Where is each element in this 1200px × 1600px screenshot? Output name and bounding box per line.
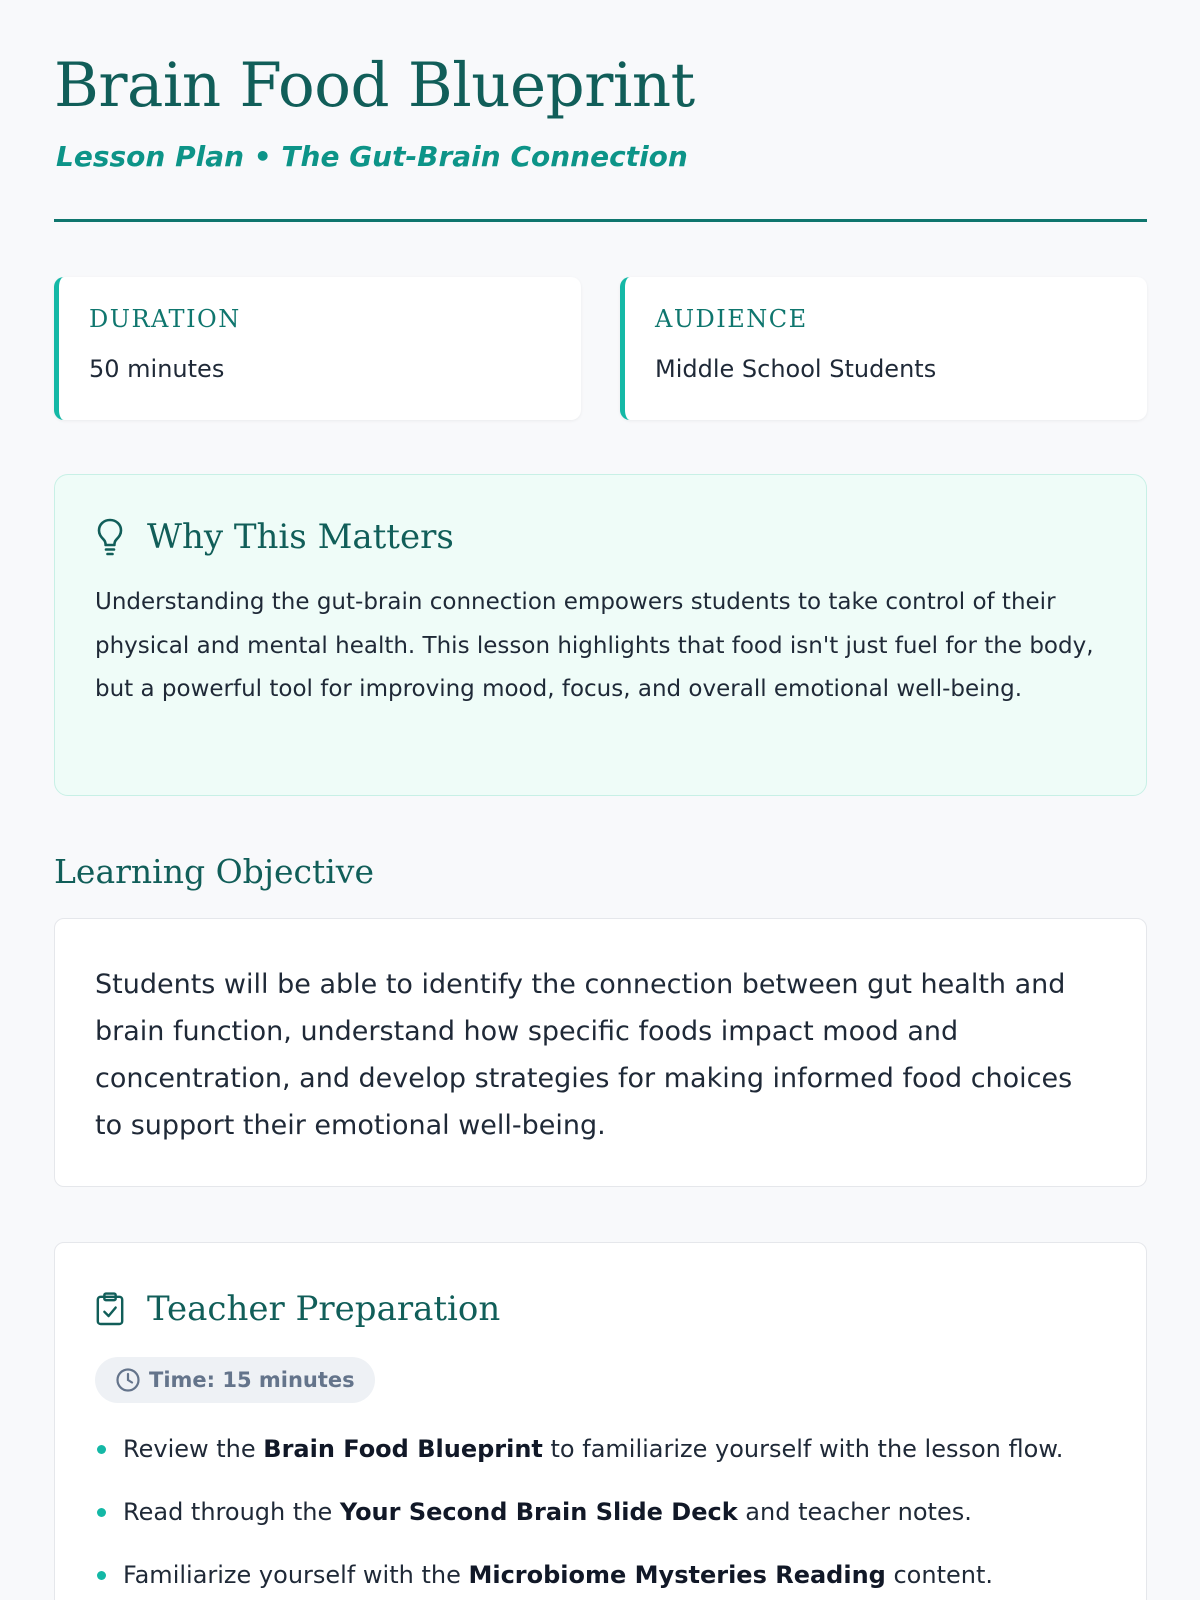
learning-objective-card	[54, 918, 1147, 1187]
audience-value: Middle School Students	[655, 355, 937, 383]
list-item-text: and teacher notes.	[737, 1498, 972, 1526]
list-item-text: to familiarize yourself with the lesson flow.	[542, 1435, 1064, 1463]
duration-value: 50 minutes	[89, 355, 225, 383]
why-this-matters-text: Understanding the gut-brain connection empowers students to take control of their physical and mental health. This lesson highlights that food isn't just fuel for the body, but a powerful tool for improving mood, focus, and overall emotional well-being.	[95, 589, 1094, 702]
list-item	[95, 1555, 1106, 1600]
list-item-bold: Brain Food Blueprint	[263, 1435, 543, 1463]
duration-card	[54, 277, 581, 420]
teacher-preparation-header	[95, 1287, 1106, 1331]
audience-label: AUDIENCE	[655, 305, 808, 333]
list-item-bold: Your Second Brain Slide Deck	[339, 1498, 738, 1526]
why-this-matters-header	[95, 515, 1106, 559]
duration-label: DURATION	[89, 305, 241, 333]
time-badge-text: Time: 15 minutes	[149, 1368, 355, 1392]
page-subtitle: Lesson Plan • The Gut-Brain Connection	[56, 140, 688, 173]
bullet-icon	[97, 1571, 106, 1580]
audience-card	[620, 277, 1147, 420]
list-item-bold: Microbiome Mysteries Reading	[468, 1561, 886, 1589]
learning-objective-heading: Learning Objective	[54, 852, 374, 891]
list-item-text: Review the	[123, 1435, 264, 1463]
clipboard-check-icon	[95, 1289, 125, 1329]
header-divider	[54, 219, 1147, 222]
teacher-preparation-heading: Teacher Preparation	[147, 1289, 501, 1329]
list-item	[95, 1429, 1106, 1492]
list-item-text: content.	[885, 1561, 993, 1589]
lightbulb-icon	[95, 517, 125, 557]
preparation-list	[95, 1429, 1106, 1600]
time-badge	[95, 1357, 375, 1403]
list-item-text: Read through the	[123, 1498, 340, 1526]
page-title: Brain Food Blueprint	[54, 50, 695, 121]
why-this-matters-heading: Why This Matters	[147, 517, 454, 557]
bullet-icon	[97, 1508, 106, 1517]
bullet-icon	[97, 1445, 106, 1454]
clock-icon	[115, 1367, 141, 1393]
why-this-matters-section	[54, 474, 1147, 796]
list-item-text: Familiarize yourself with the	[123, 1561, 469, 1589]
teacher-preparation-section	[54, 1242, 1147, 1600]
list-item	[95, 1492, 1106, 1555]
learning-objective-text: Students will be able to identify the connection between gut health and brain function, understand how specific foods impact mood and concentration, and develop strategies for making informed food choices to support their emotional well-being.	[95, 969, 1073, 1141]
